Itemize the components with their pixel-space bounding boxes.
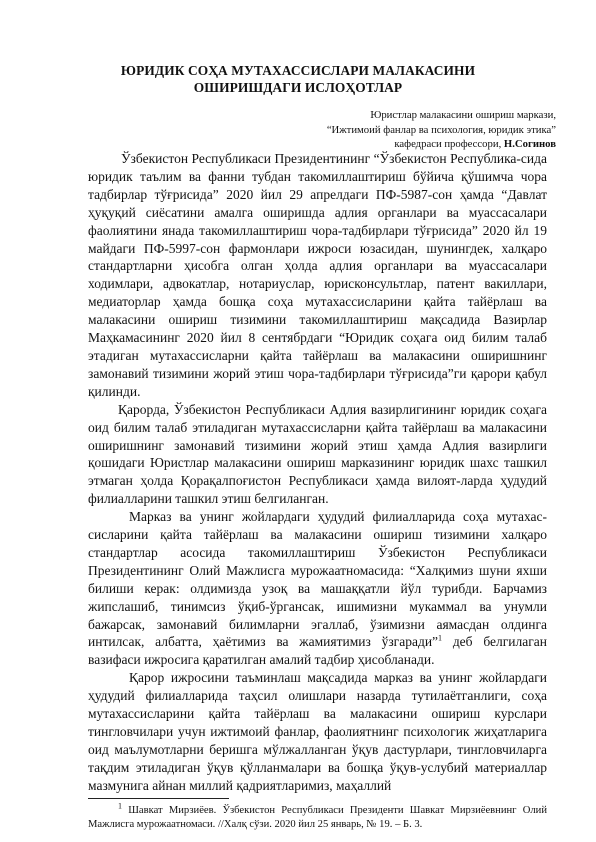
body-text: [88, 150, 547, 795]
title-line-1: ЮРИДИК СОҲА МУТАХАССИСЛАРИ МАЛАКАСИНИ: [120, 63, 476, 78]
paragraph-3-text: Марказ ва унинг жойлардаги ҳудудий филиалларида соҳа мутахас-сисларини қайта тайёрлаш ва малакасини ошириш тизимини халқаро стандартлар асосида такомиллаштириш Ўзбекистон Республикаси Президентининг Олий Мажлисга мурожаатномасида: “Халқимиз шуни яхши билиши керак: олдимизда узоқ ва машаққатли йўл турибди. Барчамиз жипслашиб, тинимсиз ўқиб-ўргансак, ишимизни мукаммал ва унумли бажарсак, замонавий билимларни эгаллаб, ўзимизни аямасдан олдинга интилсак, албатта, ҳаётимиз ва жамиятимиз ўзгаради”: [88, 509, 547, 650]
footnote-number: 1: [118, 801, 122, 811]
footnote-text: Шавкат Мирзиёев. Ўзбекистон Республикаси Президенти Шавкат Мирзиёевнинг Олий Мажлисга мурожаатномаси. //Халқ сўзи. 2020 йил 25 январь, № 19. – Б. 3.: [88, 805, 547, 830]
author-affiliation: [156, 108, 556, 152]
paragraph-3-text-after: деб белгилаган вазифаси ижросига қаратилган амалий тадбир ҳисобланади.: [88, 634, 547, 668]
paragraph-3: [88, 508, 547, 669]
author-name: Н.Согинов: [503, 138, 556, 150]
title-line-2: ОШИРИШДАГИ ИСЛОҲОТЛАР: [193, 80, 403, 95]
footnote-reference[interactable]: 1: [438, 633, 443, 643]
footnote: [88, 801, 547, 831]
paragraph-4: Қарор ижросини таъминлаш мақсадида марказ ва унинг жойлардаги ҳудудий филиалларида таҳсил олишлари назарда тутилаётганлиги, соҳа мутахассисларини қайта тайёрлаш ва малакасини ошириш курслари тингловчилари учун ижтимоий фанлар, фаолиятнинг психологик жиҳатларига оид маълумотларни беришга мўлжалланган ўқув дастурлари, тингловчиларга тақдим этиладиган ўқув қўлланмалари ва бошқа ўқув-услубий материаллар мазмунига айнан миллий қадриятларимиз, маҳаллий: [88, 670, 547, 793]
footnote-divider: [88, 798, 229, 799]
affiliation-line-2: “Ижтимоий фанлар ва психология, юридик этика”: [326, 123, 556, 136]
affiliation-line-1: Юристлар малакасини ошириш маркази,: [370, 109, 556, 121]
paragraph-1: Ўзбекистон Республикаси Президентининг “Ўзбекистон Республика-сида юридик таълим ва фанни тубдан такомиллаштириш бўйича қўшимча чора тадбирлар тўғрисида” 2020 йил 29 апрелдаги ПФ-5987-сон ҳамда “Давлат ҳуқуқий сиёсатини амалга оширишда адлия органлари ва муассасалари фаолиятини янада такомиллаштириш чора-тадбирлари тўғрисида” 2020 йл 19 майдаги ПФ-5997-сон фармонлари ижроси юзасидан, шунингдек, халқаро стандартларни ҳисобга олган ҳолда адлия органлари ва муассасалари ходимлари, адвокатлар, нотариуслар, юрисконсультлар, патент вакиллари, медиаторлар ҳамда бошқа соҳа мутахассисларини қайта тайёрлаш ва малакасини ошириш тизимини такомиллаштириш мақсадида Вазирлар Маҳкамасининг 2020 йил 8 сентябрдаги “Юридик соҳага оид билим талаб этадиган мутахассисларни қайта тайёрлаш ва малакасини оширишнинг замонавий тизимини жорий этиш чора-тадбирлари тўғрисида”ги қарори қабул қилинди.: [88, 151, 547, 399]
affiliation-position: кафедраси профессори,: [394, 138, 504, 150]
paragraph-2: Қарорда, Ўзбекистон Республикаси Адлия вазирлигининг юридик соҳага оид билим талаб этиладиган мутахассисларни қайта тайёрлаш ва малакасини оширишнинг замонавий тизимини жорий этиш ҳамда Адлия вазирлиги қошидаги Юристлар малакасини ошириш марказининг юридик шахс ташкил этмаган ҳолда Қорақалпоғистон Республикаси ҳамда вилоят-ларда ҳудудий филиалларини ташкил этиш белгиланган.: [88, 401, 547, 507]
page-title: [85, 62, 511, 96]
